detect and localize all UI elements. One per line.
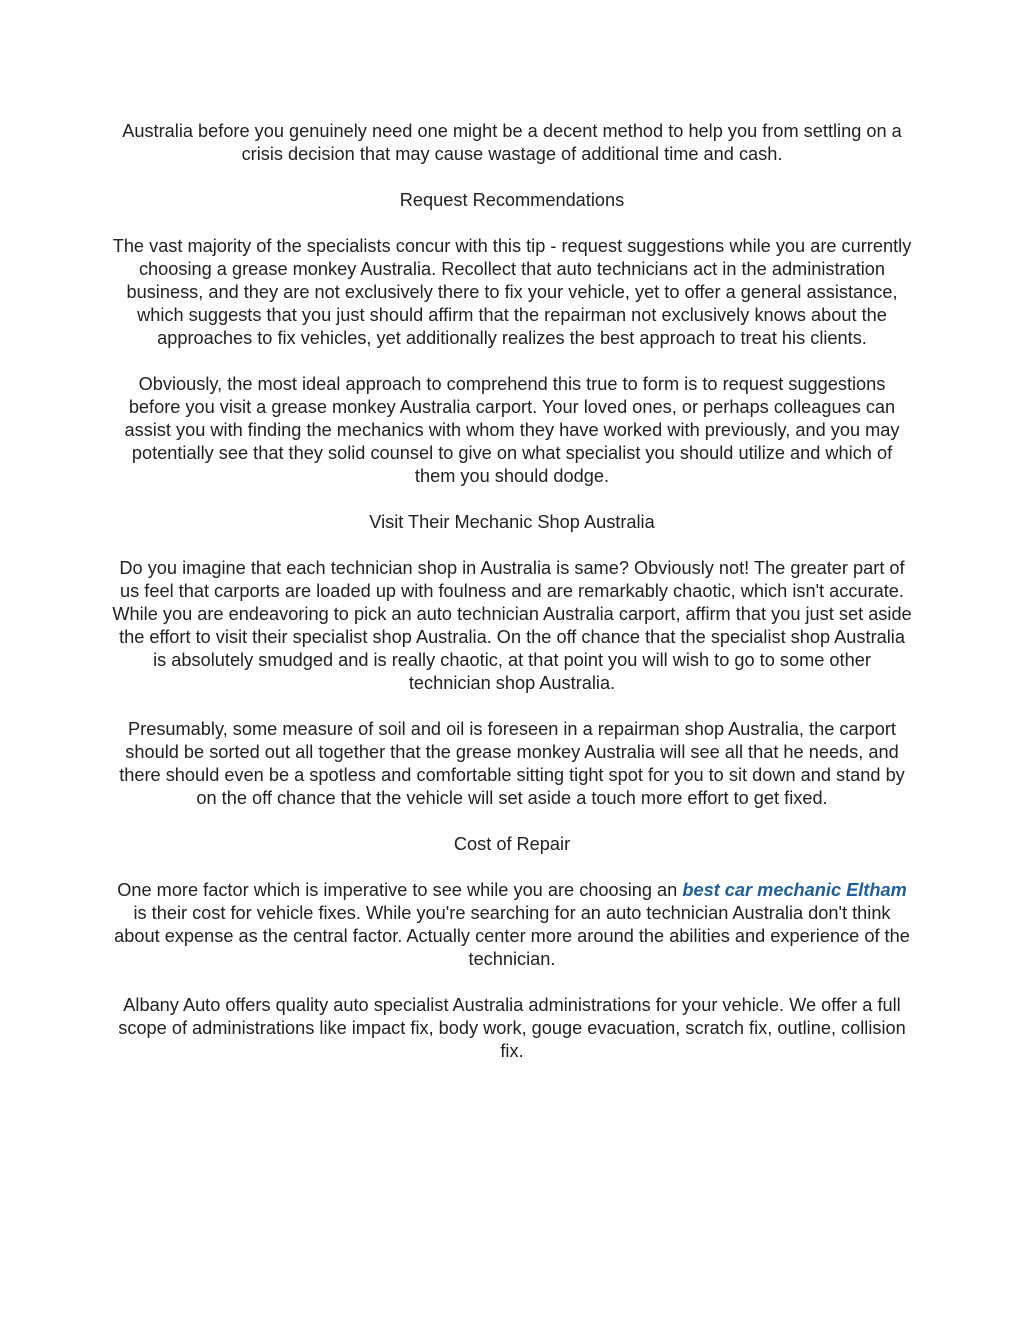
paragraph-cost [112, 879, 912, 971]
paragraph-albany-auto: Albany Auto offers quality auto specialist Australia administrations for your vehicle. We offer a full scope of administrations like impact fix, body work, gouge evacuation, scratch fix, outline, collision fix. [118, 995, 906, 1061]
heading-request-recommendations: Request Recommendations [399, 190, 625, 210]
best-car-mechanic-link[interactable]: best car mechanic Eltham [682, 880, 907, 900]
paragraph-suggestions: Obviously, the most ideal approach to comprehend this true to form is to request suggestions before you visit a grease monkey Australia carport. Your loved ones, or perhaps colleagues can assist you with finding the mechanics with whom they have worked with previously, and you may potentially see that they solid counsel to give on what specialist you should utilize and which of them you should dodge. [124, 374, 900, 486]
paragraph-recommendations: The vast majority of the specialists concur with this tip - request suggestions while you are currently choosing a grease monkey Australia. Recollect that auto technicians act in the administration business, and they are not exclusively there to fix your vehicle, yet to offer a general assistance, which suggests that you just should affirm that the repairman not exclusively knows about the approaches to fix vehicles, yet additionally realizes the best approach to treat his clients. [112, 236, 912, 348]
paragraph-cost-before: One more factor which is imperative to see while you are choosing an [117, 880, 683, 900]
heading-visit-mechanic-shop: Visit Their Mechanic Shop Australia [369, 512, 655, 532]
heading-cost-of-repair: Cost of Repair [453, 834, 571, 854]
paragraph-shop-visit: Do you imagine that each technician shop in Australia is same? Obviously not! The greater part of us feel that carports are loaded up with foulness and are remarkably chaotic, which isn't accurate. While you are endeavoring to pick an auto technician Australia carport, affirm that you just set aside the effort to visit their specialist shop Australia. On the off chance that the specialist shop Australia is absolutely smudged and is really chaotic, at that point you will wish to go to some other technician shop Australia. [112, 558, 912, 693]
document-body [112, 120, 912, 1086]
paragraph-cost-after: is their cost for vehicle fixes. While you're searching for an auto technician Australia don't think about expense as the central factor. Actually center more around the abilities and experience of the technician. [114, 903, 910, 969]
paragraph-shop-cleanliness: Presumably, some measure of soil and oil is foreseen in a repairman shop Australia, the carport should be sorted out all together that the grease monkey Australia will see all that he needs, and there should even be a spotless and comfortable sitting tight spot for you to sit down and stand by on the off chance that the vehicle will set aside a touch more effort to get fixed. [119, 719, 905, 808]
paragraph-intro: Australia before you genuinely need one might be a decent method to help you from settling on a crisis decision that may cause wastage of additional time and cash. [122, 121, 902, 164]
